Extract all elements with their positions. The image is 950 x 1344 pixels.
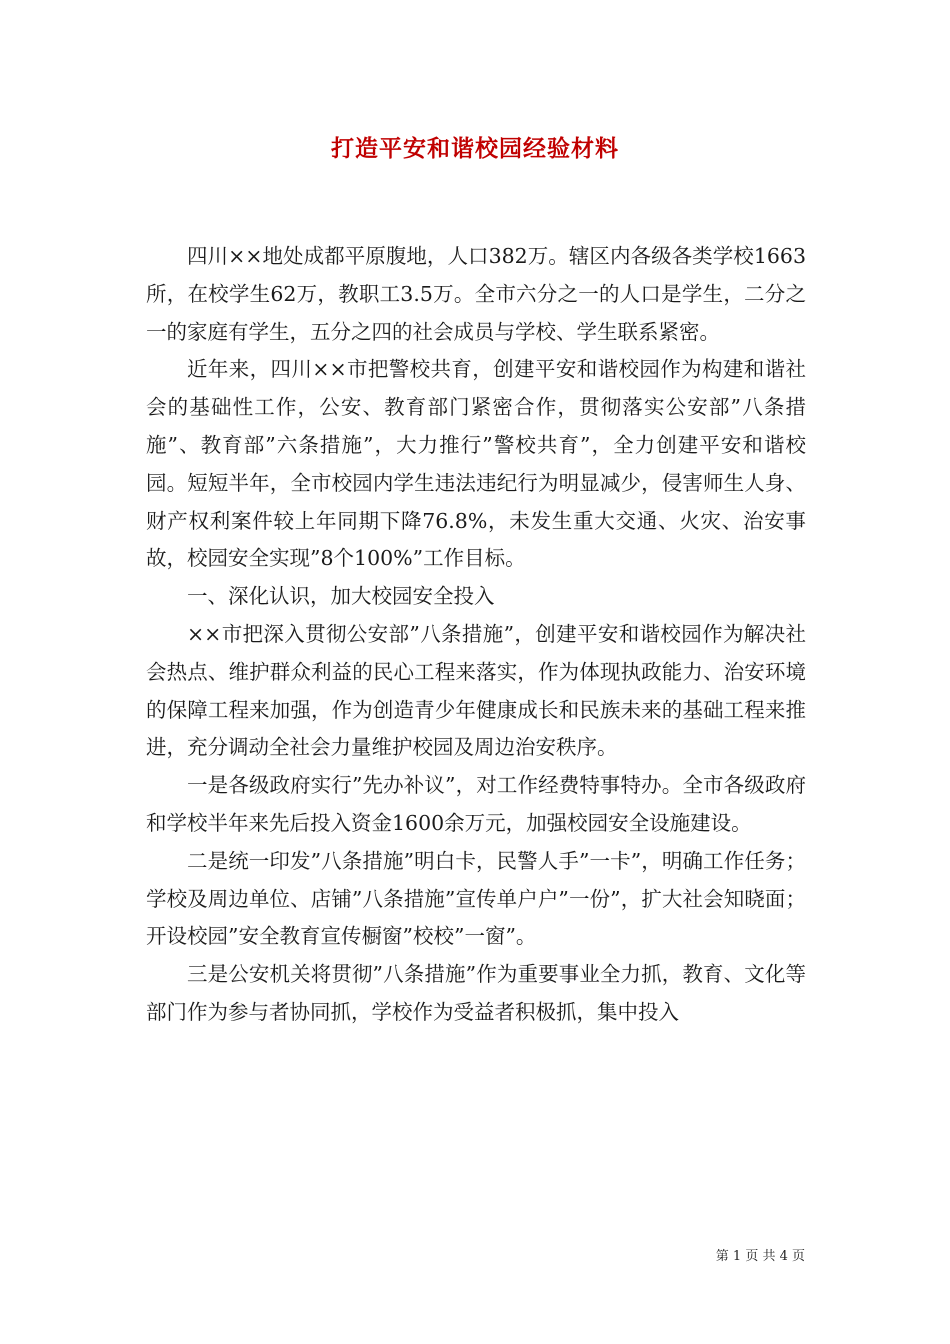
paragraph: 二是统一印发”八条措施”明白卡，民警人手”一卡”，明确工作任务；学校及周边单位、店铺”八条措施”宣传单户户”一份”，扩大社会知晓面；开设校园”安全教育宣传橱窗”校校”一窗”。 [146, 848, 806, 949]
paragraph: 三是公安机关将贯彻”八条措施”作为重要事业全力抓，教育、文化等部门作为参与者协同抓，学校作为受益者积极抓，集中投入 [146, 962, 806, 1024]
document-body [146, 238, 806, 1032]
document-title: 打造平安和谐校园经验材料 [331, 135, 619, 162]
paragraph: 近年来，四川××市把警校共育，创建平安和谐校园作为构建和谐社会的基础性工作，公安、教育部门紧密合作，贯彻落实公安部”八条措施”、教育部”六条措施”，大力推行”警校共育”，全力创建平安和谐校园。短短半年，全市校园内学生违法违纪行为明显减少，侵害师生人身、财产权利案件较上年同期下降76.8%，未发生重大交通、火灾、治安事故，校园安全实现”8个100%”工作目标。 [146, 357, 806, 571]
paragraph: 四川××地处成都平原腹地，人口382万。辖区内各级各类学校1663所，在校学生62万，教职工3.5万。全市六分之一的人口是学生，二分之一的家庭有学生，五分之四的社会成员与学校、学生联系紧密。 [146, 244, 806, 344]
paragraph: 一是各级政府实行”先办补议”，对工作经费特事特办。全市各级政府和学校半年来先后投入资金1600余万元，加强校园安全设施建设。 [146, 773, 806, 835]
page-number-footer: 第 1 页 共 4 页 [715, 1249, 805, 1264]
section-heading: 一、深化认识，加大校园安全投入 [187, 584, 495, 609]
paragraph: ××市把深入贯彻公安部”八条措施”，创建平安和谐校园作为解决社会热点、维护群众利益的民心工程来落实，作为体现执政能力、治安环境的保障工程来加强，作为创造青少年健康成长和民族未来的基础工程来推进，充分调动全社会力量维护校园及周边治安秩序。 [146, 621, 806, 760]
